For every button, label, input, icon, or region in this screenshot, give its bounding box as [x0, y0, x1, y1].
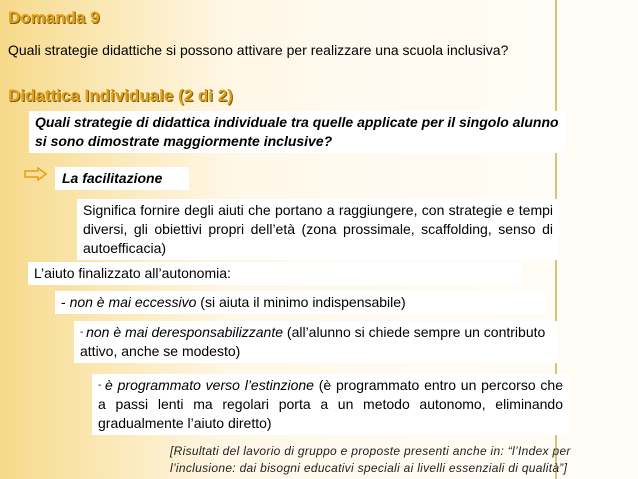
point-text: (è programmato entro un percorso che a passi lenti ma regolari porta a un metodo autonomo, eliminando gradualmente l’aiuto diretto)	[98, 377, 563, 431]
main-question: Quali strategie didattiche si possono attivare per realizzare una scuola inclusiva?	[8, 42, 509, 58]
point-dash: -	[61, 294, 70, 310]
right-arrow-icon	[24, 167, 48, 181]
point-emphasis: non è mai deresponsabilizzante	[86, 324, 284, 340]
point-not-deresponsibilizing	[74, 321, 558, 363]
point-not-excessive	[55, 291, 545, 314]
facilitation-label: La facilitazione	[55, 167, 189, 190]
source-note: [Risultati del lavorio di gruppo e proposte presenti anche in: “l’Index per l’inclusione: dai bisogni educativi speciali ai livelli essenziali di qualità”]	[170, 444, 571, 475]
point-dash: -	[98, 380, 106, 391]
point-dash: -	[80, 327, 87, 338]
point-emphasis: è programmato verso l’estinzione	[105, 377, 314, 393]
point-programmed-extinction	[92, 374, 569, 435]
autonomy-heading: L’aiuto finalizzato all’autonomia:	[28, 262, 522, 285]
facilitation-definition: Significa fornire degli aiuti che portano a raggiungere, con strategie e tempi diversi, gli obiettivi propri dell’età (zona prossimale, scaffolding, senso di autoefficacia)	[77, 199, 559, 260]
point-text: (si aiuta il minimo indispensabile)	[196, 294, 406, 310]
individual-question-box: Quali strategie di didattica individuale tra quelle applicate per il singolo alunno si sono dimostrate maggiormente inclusive?	[29, 111, 567, 153]
point-text: (all’alunno si chiede sempre un contributo attivo, anche se modesto)	[80, 324, 546, 359]
slide-title: Domanda 9	[8, 8, 100, 27]
point-emphasis: non è mai eccessivo	[69, 294, 197, 310]
section-subtitle: Didattica Individuale (2 di 2)	[8, 86, 233, 105]
